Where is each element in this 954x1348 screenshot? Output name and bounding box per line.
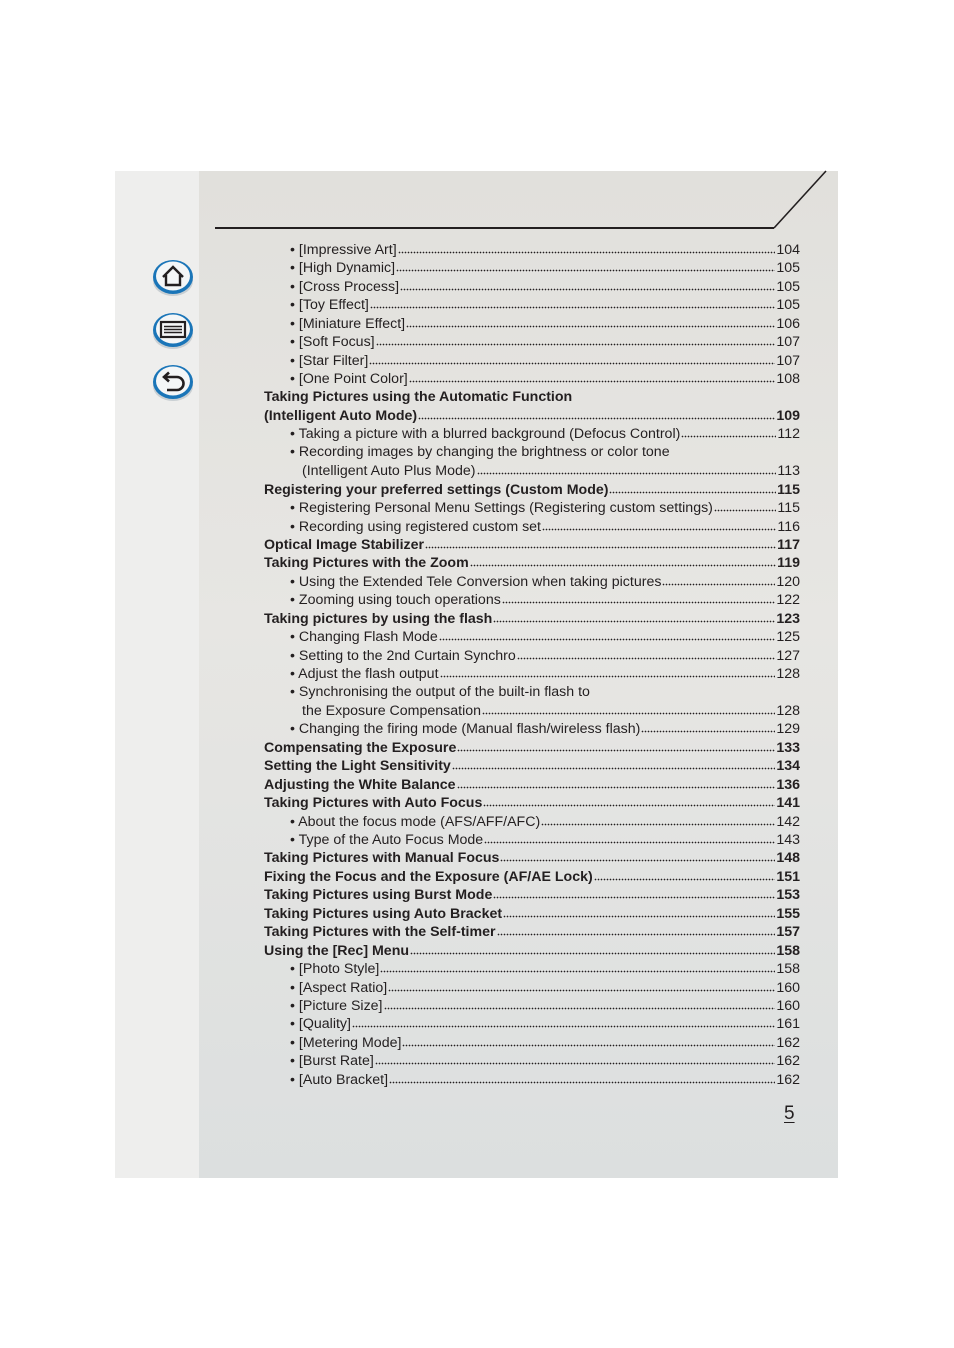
toc-leader-dots xyxy=(542,517,776,531)
toc-leader-dots xyxy=(370,295,776,309)
toc-leader-dots xyxy=(662,572,775,586)
toc-leader-dots xyxy=(410,941,775,955)
toc-entry-page: 106 xyxy=(776,315,800,332)
toc-entry-page: 162 xyxy=(776,1034,800,1051)
toc-leader-dots xyxy=(484,830,775,844)
toc-entry[interactable] xyxy=(264,443,800,461)
toc-entry-page: 128 xyxy=(776,702,800,719)
toc-entry[interactable] xyxy=(264,812,800,830)
toc-leader-dots xyxy=(641,719,775,733)
toc-entry[interactable] xyxy=(264,553,800,571)
toc-entry-title: the Exposure Compensation xyxy=(302,702,482,719)
toc-entry-page: 107 xyxy=(776,352,800,369)
toc-entry[interactable] xyxy=(264,664,800,682)
toc-entry-title: • [Toy Effect] xyxy=(290,297,369,314)
toc-entry[interactable] xyxy=(264,461,800,479)
toc-entry-title: Compensating the Exposure xyxy=(264,739,457,756)
toc-leader-dots xyxy=(482,701,775,715)
toc-entry-page: 127 xyxy=(776,647,800,664)
toc-entry[interactable] xyxy=(264,240,800,258)
toc-entry-title: Taking Pictures using the Automatic Function xyxy=(264,388,573,405)
toc-entry-page: 160 xyxy=(776,997,800,1014)
toc-entry-page: 115 xyxy=(777,500,800,517)
toc-entry-title: Setting the Light Sensitivity xyxy=(264,758,451,775)
toc-leader-dots xyxy=(493,609,775,623)
toc-entry[interactable] xyxy=(264,941,800,959)
toc-entry-page: 116 xyxy=(777,518,800,535)
home-button[interactable] xyxy=(151,257,195,297)
toc-entry-page: 155 xyxy=(776,905,800,922)
toc-entry[interactable] xyxy=(264,793,800,811)
toc-entry-page: 162 xyxy=(776,1053,800,1070)
toc-entry-page: 123 xyxy=(776,610,800,627)
toc-entry-title: • Adjust the flash output xyxy=(290,666,439,683)
toc-entry[interactable] xyxy=(264,295,800,313)
toc-entry-page: 117 xyxy=(777,537,800,553)
toc-entry-page: 105 xyxy=(776,278,800,295)
toc-leader-dots xyxy=(380,959,775,973)
toc-leader-dots xyxy=(503,904,775,918)
toc-entry[interactable] xyxy=(264,1051,800,1069)
toc-leader-dots xyxy=(609,480,776,494)
toc-leader-dots xyxy=(500,848,775,862)
toc-entry[interactable] xyxy=(264,609,800,627)
toc-leader-dots xyxy=(502,590,776,604)
toc-entry-title: • Synchronising the output of the built-in flash to xyxy=(290,683,590,700)
toc-entry-page: 119 xyxy=(777,555,800,572)
toc-entry-title: • [Aspect Ratio] xyxy=(290,979,388,996)
contents-button[interactable] xyxy=(151,310,195,350)
toc-entry[interactable] xyxy=(264,572,800,590)
toc-entry-title: Fixing the Focus and the Exposure (AF/AE Lock) xyxy=(264,868,593,885)
toc-leader-dots xyxy=(409,369,776,383)
toc-entry-page: 151 xyxy=(776,868,800,885)
toc-entry-page: 143 xyxy=(776,832,800,848)
toc-entry[interactable] xyxy=(264,959,800,977)
toc-entry-page: 133 xyxy=(776,739,800,756)
toc-entry[interactable] xyxy=(264,314,800,332)
toc-entry[interactable] xyxy=(264,756,800,774)
toc-leader-dots xyxy=(418,406,775,420)
toc-entry[interactable] xyxy=(264,332,800,350)
toc-entry-title: • Setting to the 2nd Curtain Synchro xyxy=(290,647,516,664)
toc-leader-dots xyxy=(425,535,776,549)
toc-leader-dots xyxy=(541,812,775,826)
toc-leader-dots xyxy=(477,461,777,475)
toc-entry-page: 105 xyxy=(776,260,800,277)
toc-leader-dots xyxy=(406,314,775,328)
toc-entry-title: • [Quality] xyxy=(290,1016,351,1033)
toc-entry-title: Taking Pictures with Auto Focus xyxy=(264,795,483,812)
toc-entry-page: 115 xyxy=(777,481,800,498)
toc-entry-title: • Recording using registered custom set xyxy=(290,518,542,535)
toc-entry-page: 104 xyxy=(776,242,800,258)
toc-entry-title: • Zooming using touch operations xyxy=(290,592,501,609)
toc-entry-page: 134 xyxy=(776,758,800,775)
toc-entry-page: 141 xyxy=(776,795,800,812)
toc-entry-page: 128 xyxy=(776,666,800,683)
toc-entry[interactable] xyxy=(264,738,800,756)
toc-entry[interactable] xyxy=(264,646,800,664)
toc-entry-title: • [Auto Bracket] xyxy=(290,1071,389,1088)
toc-leader-dots xyxy=(439,627,776,641)
toc-entry[interactable] xyxy=(264,996,800,1014)
toc-entry[interactable] xyxy=(264,498,800,516)
toc-entry-page: 148 xyxy=(776,850,800,867)
toc-entry-title: Taking Pictures using Auto Bracket xyxy=(264,905,503,922)
toc-leader-dots xyxy=(389,1070,775,1084)
toc-entry-title: • Using the Extended Tele Conversion when taking pictures xyxy=(290,573,662,590)
toc-entry-title: Taking Pictures with the Zoom xyxy=(264,555,469,572)
toc-entry-title: • [Impressive Art] xyxy=(290,242,397,258)
toc-entry-page: 113 xyxy=(777,463,800,480)
toc-entry-title: • Recording images by changing the brightness or color tone xyxy=(290,443,670,460)
toc-entry[interactable] xyxy=(264,258,800,276)
toc-entry-page: 109 xyxy=(776,407,800,424)
toc-entry-page: 108 xyxy=(776,371,800,388)
toc-leader-dots xyxy=(517,646,776,660)
toc-entry[interactable] xyxy=(264,590,800,608)
home-icon xyxy=(151,257,195,297)
toc-entry-page: 136 xyxy=(776,776,800,793)
toc-entry-page: 158 xyxy=(776,961,800,978)
toc-entry-title: (Intelligent Auto Mode) xyxy=(264,407,418,424)
toc-entry[interactable] xyxy=(264,683,800,701)
toc-entry[interactable] xyxy=(264,406,800,424)
toc-leader-dots xyxy=(402,1033,775,1047)
toc-leader-dots xyxy=(483,793,775,807)
toc-entry[interactable] xyxy=(264,424,800,442)
toc-entry-title: Taking Pictures using Burst Mode xyxy=(264,887,493,904)
toc-leader-dots xyxy=(376,332,776,346)
toc-entry[interactable] xyxy=(264,830,800,848)
toc-entry[interactable] xyxy=(264,922,800,940)
contents-list-icon xyxy=(151,310,195,350)
toc-entry-title: Taking Pictures with the Self-timer xyxy=(264,924,496,941)
toc-entry[interactable] xyxy=(264,775,800,793)
toc-entry-page: 142 xyxy=(776,813,800,830)
toc-leader-dots xyxy=(388,978,775,992)
toc-entry-title: • [High Dynamic] xyxy=(290,260,396,277)
toc-leader-dots xyxy=(714,498,776,512)
toc-entry-title: (Intelligent Auto Plus Mode) xyxy=(302,463,476,480)
toc-entry[interactable] xyxy=(264,719,800,737)
toc-entry-page: 160 xyxy=(776,979,800,996)
toc-entry-title: Optical Image Stabilizer xyxy=(264,537,425,553)
table-of-contents xyxy=(264,240,800,1088)
toc-leader-dots xyxy=(375,1051,776,1065)
toc-leader-dots xyxy=(440,664,776,678)
toc-entry-title: • [Photo Style] xyxy=(290,961,380,978)
toc-entry[interactable] xyxy=(264,1014,800,1032)
toc-entry-title: • [Star Filter] xyxy=(290,352,369,369)
page-number: 5 xyxy=(784,1103,795,1124)
toc-entry-page: 105 xyxy=(776,297,800,314)
toc-entry[interactable] xyxy=(264,627,800,645)
toc-entry[interactable] xyxy=(264,1033,800,1051)
toc-entry[interactable] xyxy=(264,904,800,922)
toc-entry[interactable] xyxy=(264,1070,800,1088)
toc-entry-page: 107 xyxy=(776,334,800,351)
toc-entry-page: 158 xyxy=(776,942,800,959)
toc-leader-dots xyxy=(457,738,775,752)
toc-leader-dots xyxy=(352,1014,775,1028)
toc-entry-title: • [Burst Rate] xyxy=(290,1053,374,1070)
toc-entry-title: Adjusting the White Balance xyxy=(264,776,456,793)
toc-entry[interactable] xyxy=(264,388,800,406)
return-arrow-icon xyxy=(151,362,195,402)
toc-entry[interactable] xyxy=(264,885,800,903)
back-button[interactable] xyxy=(151,362,195,402)
toc-entry-title: Taking Pictures with Manual Focus xyxy=(264,850,500,867)
toc-entry[interactable] xyxy=(264,351,800,369)
toc-entry[interactable] xyxy=(264,535,800,553)
toc-leader-dots xyxy=(493,885,775,899)
toc-entry-title: Registering your preferred settings (Custom Mode) xyxy=(264,481,609,498)
toc-entry-title: • Changing the firing mode (Manual flash/wireless flash) xyxy=(290,721,641,738)
toc-entry-title: • Type of the Auto Focus Mode xyxy=(290,832,484,848)
toc-entry-title: • Registering Personal Menu Settings (Registering custom settings) xyxy=(290,500,713,517)
toc-leader-dots xyxy=(497,922,776,936)
toc-entry-page: 129 xyxy=(776,721,800,738)
toc-entry-title: Taking pictures by using the flash xyxy=(264,610,493,627)
toc-leader-dots xyxy=(457,775,776,789)
toc-entry-page: 125 xyxy=(776,629,800,646)
toc-entry[interactable] xyxy=(264,277,800,295)
toc-leader-dots xyxy=(470,553,776,567)
toc-entry-title: • Taking a picture with a blurred background (Defocus Control) xyxy=(290,426,681,443)
toc-entry[interactable] xyxy=(264,867,800,885)
toc-entry-title: • [Miniature Effect] xyxy=(290,315,406,332)
toc-leader-dots xyxy=(452,756,776,770)
toc-entry[interactable] xyxy=(264,848,800,866)
toc-entry-page: 153 xyxy=(776,887,800,904)
toc-entry-page: 162 xyxy=(776,1071,800,1088)
header-corner-line xyxy=(772,170,828,230)
toc-entry[interactable] xyxy=(264,480,800,498)
toc-leader-dots xyxy=(400,277,775,291)
toc-entry-title: • [One Point Color] xyxy=(290,371,408,388)
toc-entry-title: • [Picture Size] xyxy=(290,997,383,1014)
toc-leader-dots xyxy=(384,996,776,1010)
toc-entry-page: 122 xyxy=(776,592,800,609)
toc-entry[interactable] xyxy=(264,701,800,719)
toc-entry-title: • [Cross Process] xyxy=(290,278,400,295)
toc-entry-title: • [Soft Focus] xyxy=(290,334,375,351)
toc-leader-dots xyxy=(396,258,775,272)
toc-entry-page: 161 xyxy=(776,1016,800,1033)
toc-entry-title: • About the focus mode (AFS/AFF/AFC) xyxy=(290,813,541,830)
toc-entry-title: • [Metering Mode] xyxy=(290,1034,402,1051)
toc-leader-dots xyxy=(681,424,776,438)
toc-entry-title: Using the [Rec] Menu xyxy=(264,942,410,959)
toc-leader-dots xyxy=(398,240,776,254)
toc-entry-title: • Changing Flash Mode xyxy=(290,629,438,646)
toc-leader-dots xyxy=(594,867,776,881)
toc-entry-page: 112 xyxy=(777,426,800,443)
header-rule xyxy=(215,227,774,229)
toc-entry[interactable] xyxy=(264,978,800,996)
toc-entry[interactable] xyxy=(264,369,800,387)
toc-leader-dots xyxy=(369,351,775,365)
toc-entry-page: 120 xyxy=(776,573,800,590)
toc-entry-page: 157 xyxy=(776,924,800,941)
toc-entry[interactable] xyxy=(264,517,800,535)
